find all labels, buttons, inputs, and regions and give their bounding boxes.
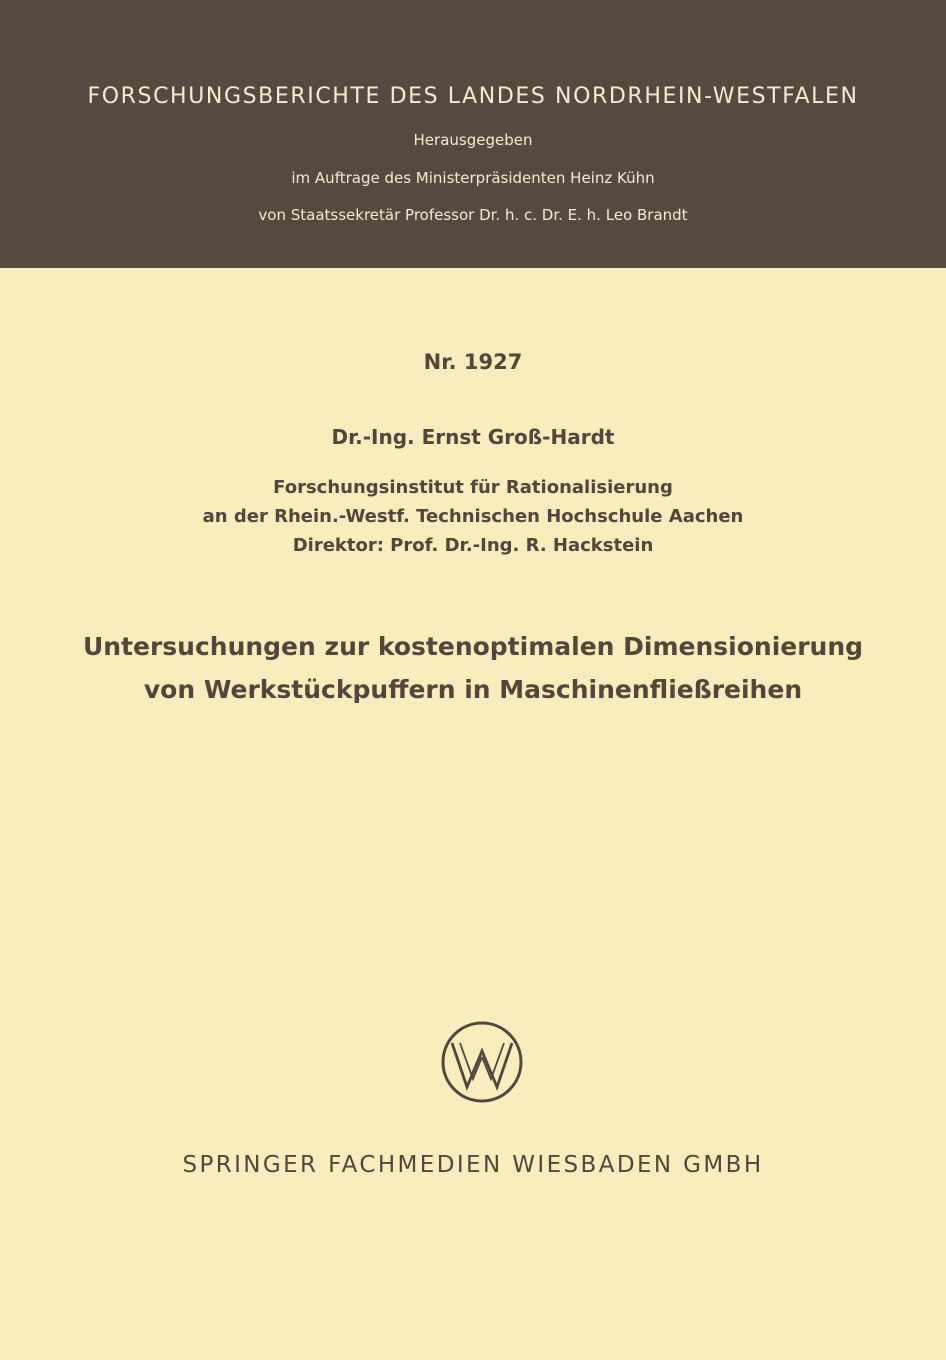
series-title: FORSCHUNGSBERICHTE DES LANDES NORDRHEIN-WESTFALEN bbox=[87, 84, 859, 109]
header-band bbox=[0, 0, 946, 268]
publisher-name: SPRINGER FACHMEDIEN WIESBADEN GMBH bbox=[182, 1152, 764, 1178]
author-name: Dr.-Ing. Ernst Groß-Hardt bbox=[331, 425, 615, 449]
volume-number: Nr. 1927 bbox=[423, 350, 523, 374]
editor-label: Herausgegeben bbox=[413, 131, 533, 149]
affiliation-line: an der Rhein.-Westf. Technischen Hochschule Aachen bbox=[202, 506, 744, 527]
commission-line: im Auftrage des Ministerpräsidenten Heinz Kühn bbox=[291, 169, 655, 187]
affiliation-line: Forschungsinstitut für Rationalisierung bbox=[273, 477, 673, 498]
publisher-logo-icon bbox=[439, 1019, 525, 1105]
editor-name-line: von Staatssekretär Professor Dr. h. c. Dr. E. h. Leo Brandt bbox=[258, 206, 688, 224]
book-title-line: von Werkstückpuffern in Maschinenfließreihen bbox=[143, 675, 803, 704]
book-title-line: Untersuchungen zur kostenoptimalen Dimensionierung bbox=[82, 632, 864, 661]
affiliation-line: Direktor: Prof. Dr.-Ing. R. Hackstein bbox=[292, 535, 654, 556]
